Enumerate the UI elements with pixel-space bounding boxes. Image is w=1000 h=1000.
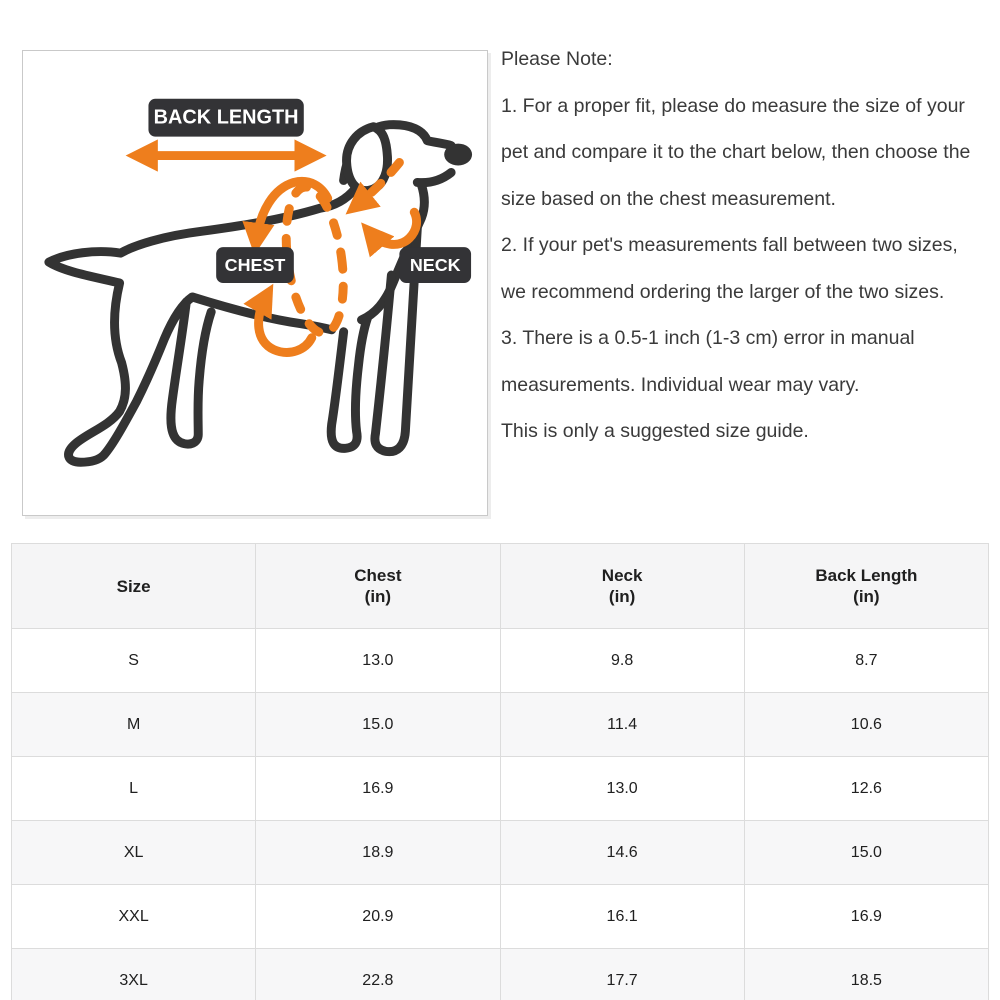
header-back-length-label: Back Length	[815, 566, 918, 585]
cell-size: XXL	[12, 885, 256, 949]
cell-chest: 13.0	[256, 629, 500, 693]
table-row	[12, 885, 989, 949]
measurement-diagram	[22, 50, 488, 516]
note-line: we recommend ordering the larger of the two sizes.	[501, 280, 945, 303]
neck-label	[399, 247, 471, 283]
chest-label	[216, 247, 294, 283]
cell-neck: 13.0	[500, 757, 744, 821]
neck-label-text: NECK	[409, 255, 461, 276]
cell-neck: 17.7	[500, 949, 744, 1000]
dog-measurement-illustration	[23, 51, 487, 515]
size-chart-table	[11, 543, 989, 1000]
table-row	[12, 629, 989, 693]
cell-neck: 16.1	[500, 885, 744, 949]
header-neck-unit: (in)	[608, 587, 636, 606]
neck-wrap-arrow	[370, 212, 417, 244]
cell-back-length: 10.6	[744, 693, 988, 757]
cell-back-length: 12.6	[744, 757, 988, 821]
cell-chest: 22.8	[256, 949, 500, 1000]
header-row	[12, 544, 989, 629]
cell-back-length: 15.0	[744, 821, 988, 885]
size-chart-body	[12, 629, 989, 1000]
note-line: 1. For a proper fit, please do measure the size of your	[501, 94, 965, 117]
header-neck-label: Neck	[601, 566, 643, 585]
table-row	[12, 757, 989, 821]
table-row	[12, 821, 989, 885]
header-chest	[256, 544, 500, 629]
cell-neck: 9.8	[500, 629, 744, 693]
header-chest-label: Chest	[354, 566, 402, 585]
header-size-label: Size	[116, 576, 151, 596]
dog-nose	[444, 144, 472, 166]
header-back-length	[744, 544, 988, 629]
back-length-label-text: BACK LENGTH	[153, 106, 299, 129]
header-neck	[500, 544, 744, 629]
header-back-length-unit: (in)	[853, 587, 880, 606]
size-chart-header	[12, 544, 989, 629]
cell-size: S	[12, 629, 256, 693]
dog-outline	[49, 125, 472, 463]
cell-chest: 20.9	[256, 885, 500, 949]
cell-chest: 18.9	[256, 821, 500, 885]
cell-back-length: 8.7	[744, 629, 988, 693]
note-line: measurements. Individual wear may vary.	[501, 373, 860, 396]
cell-size: XL	[12, 821, 256, 885]
cell-neck: 14.6	[500, 821, 744, 885]
cell-back-length: 18.5	[744, 949, 988, 1000]
cell-chest: 16.9	[256, 757, 500, 821]
cell-back-length: 16.9	[744, 885, 988, 949]
cell-size: M	[12, 693, 256, 757]
note-line: 3. There is a 0.5-1 inch (1-3 cm) error in manual	[501, 327, 915, 349]
table-row	[12, 949, 989, 1000]
note-line: size based on the chest measurement.	[501, 187, 836, 210]
table-row	[12, 693, 989, 757]
cell-chest: 15.0	[256, 693, 500, 757]
header-chest-unit: (in)	[364, 587, 392, 606]
cell-neck: 11.4	[500, 693, 744, 757]
note-line: This is only a suggested size guide.	[501, 420, 809, 442]
cell-size: 3XL	[12, 949, 256, 1000]
note-line: pet and compare it to the chart below, then choose the	[501, 141, 971, 163]
notes-block	[501, 36, 999, 455]
notes-title: Please Note:	[501, 48, 613, 70]
note-line: 2. If your pet's measurements fall between two sizes,	[501, 234, 958, 256]
header-size	[12, 544, 256, 629]
back-length-label	[148, 99, 303, 137]
cell-size: L	[12, 757, 256, 821]
chest-label-text: CHEST	[224, 255, 286, 276]
